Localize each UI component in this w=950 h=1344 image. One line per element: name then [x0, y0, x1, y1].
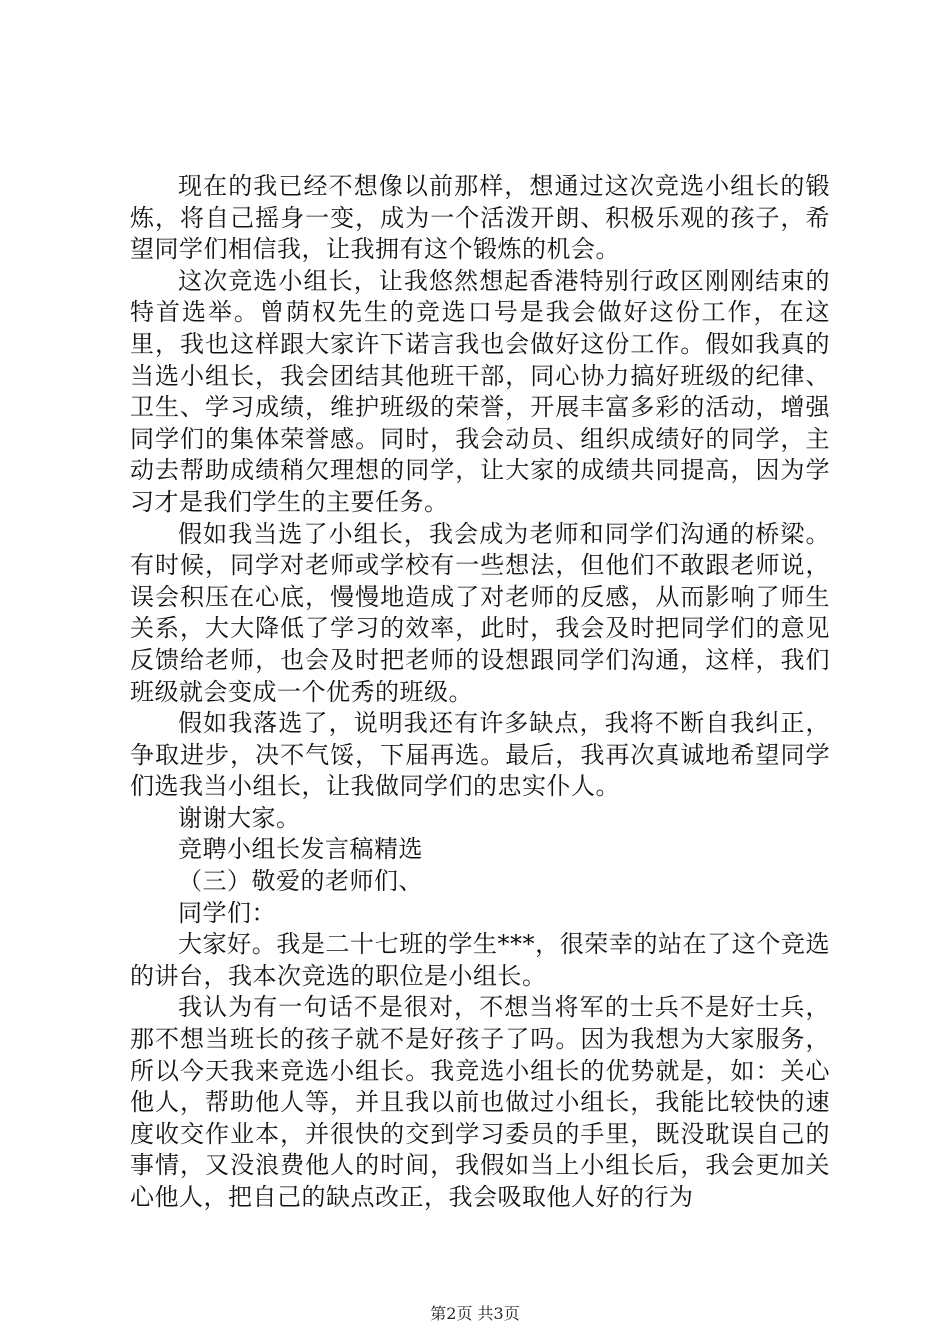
- paragraph: 我认为有一句话不是很对，不想当将军的士兵不是好士兵，那不想当班长的孩子就不是好孩子了吗。因为我想为大家服务，所以今天我来竞选小组长。我竞选小组长的优势就是，如：关心他人，帮助他人等，并且我以前也做过小组长，我能比较快的速度收交作业本，并很快的交到学习委员的手里，既没耽误自己的事情，又没浪费他人的时间，我假如当上小组长后，我会更加关心他人，把自己的缺点改正，我会吸取他人好的行为: [130, 993, 830, 1211]
- page-footer: 第2页 共3页: [430, 1304, 520, 1323]
- paragraph: 谢谢大家。: [178, 803, 301, 832]
- paragraph: 这次竞选小组长，让我悠然想起香港特别行政区刚刚结束的特首选举。曾荫权先生的竞选口号是我会做好这份工作，在这里，我也这样跟大家许下诺言我也会做好这份工作。假如我真的当选小组长，我会团结其他班干部，同心协力搞好班级的纪律、卫生、学习成绩，维护班级的荣誉，开展丰富多彩的活动，增强同学们的集体荣誉感。同时，我会动员、组织成绩好的同学，主动去帮助成绩稍欠理想的同学，让大家的成绩共同提高，因为学习才是我们学生的主要任务。: [130, 266, 830, 516]
- body-text: [130, 171, 830, 1214]
- paragraph: 假如我当选了小组长，我会成为老师和同学们沟通的桥梁。有时候，同学对老师或学校有一些想法，但他们不敢跟老师说，误会积压在心底，慢慢地造成了对老师的反感，从而影响了师生关系，大大降低了学习的效率，此时，我会及时把同学们的意见反馈给老师，也会及时把老师的设想跟同学们沟通，这样，我们班级就会变成一个优秀的班级。: [130, 519, 830, 706]
- paragraph: 假如我落选了，说明我还有许多缺点，我将不断自我纠正，争取进步，决不气馁，下届再选。最后，我再次真诚地希望同学们选我当小组长，让我做同学们的忠实仆人。: [130, 709, 830, 801]
- salutation-line: （三）敬爱的老师们、: [178, 867, 423, 896]
- section-heading: 竞聘小组长发言稿精选: [178, 835, 423, 864]
- paragraph: 现在的我已经不想像以前那样，想通过这次竞选小组长的锻炼，将自己摇身一变，成为一个活泼开朗、积极乐观的孩子，希望同学们相信我，让我拥有这个锻炼的机会。: [130, 172, 830, 264]
- paragraph: 大家好。我是二十七班的学生***，很荣幸的站在了这个竞选的讲台，我本次竞选的职位是小组长。: [130, 930, 830, 990]
- salutation-line: 同学们：: [178, 898, 276, 927]
